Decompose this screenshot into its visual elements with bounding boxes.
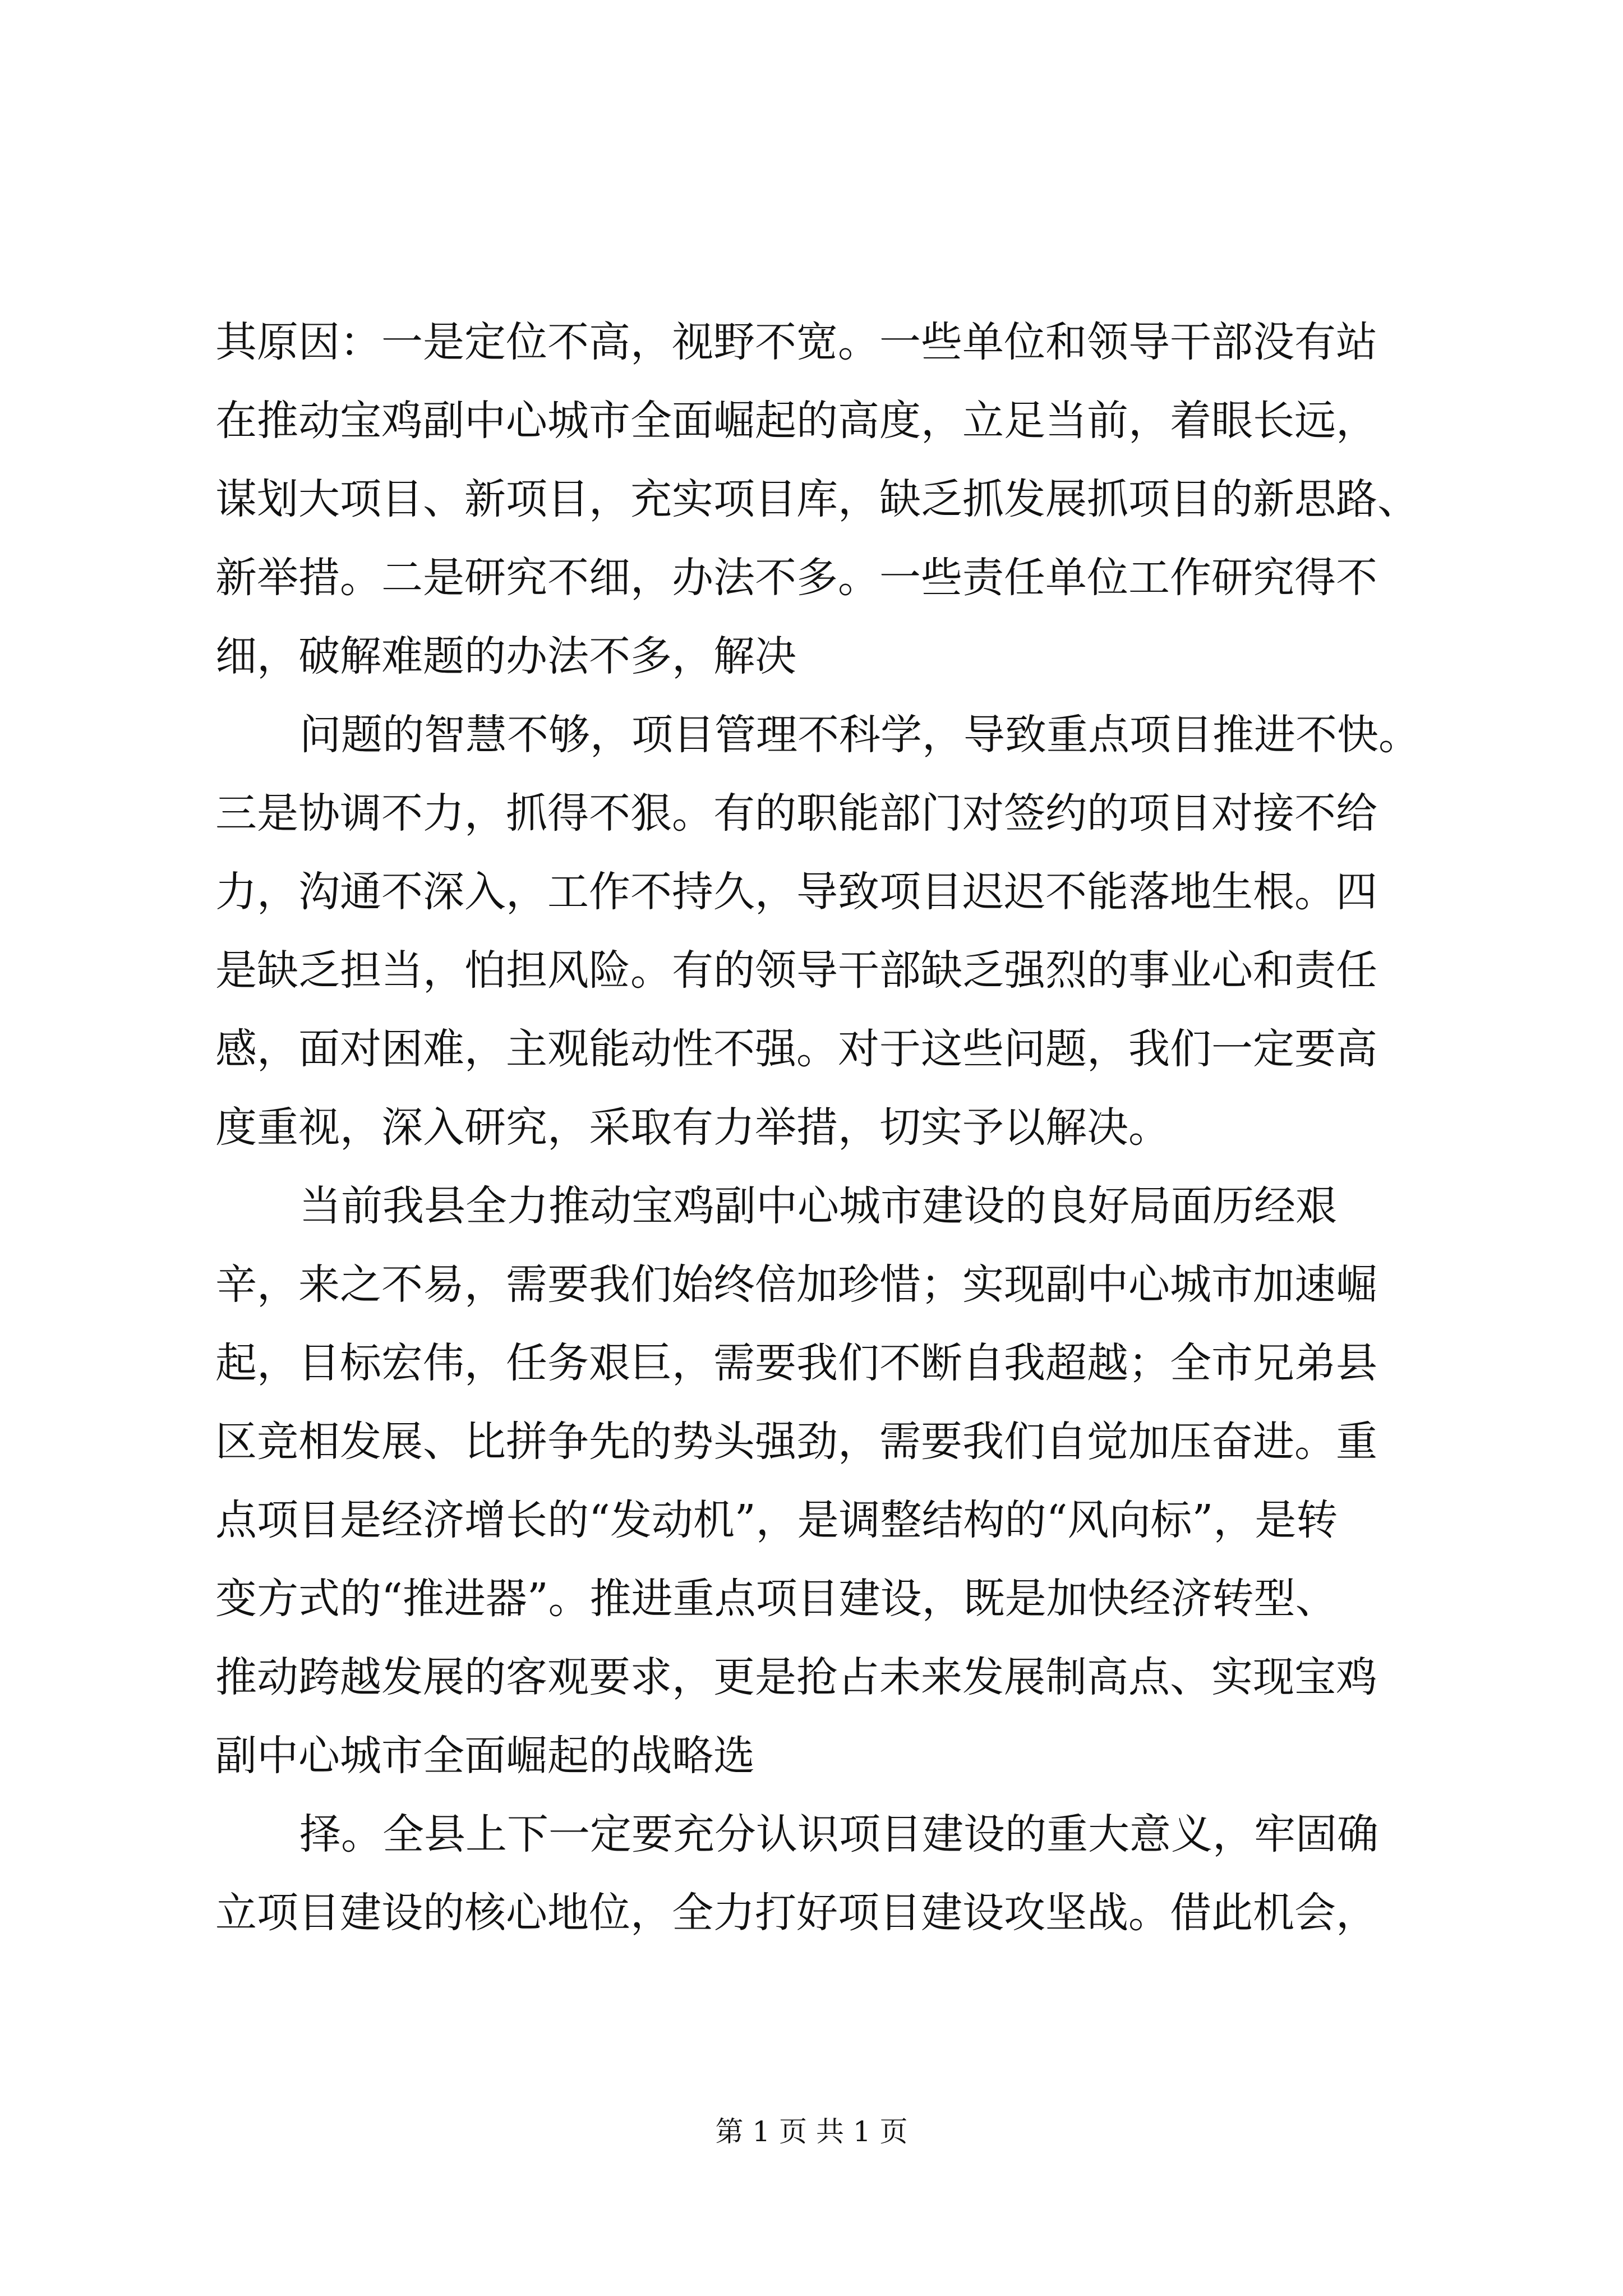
page-footer: 第 1 页 共 1 页 [715, 2115, 908, 2148]
text-line: 推动跨越发展的客观要求，更是抢占未来发展制高点、实现宝鸡 [215, 1653, 1377, 1701]
text-line: 区竞相发展、比拼争先的势头强劲，需要我们自觉加压奋进。重 [215, 1418, 1377, 1466]
text-line: 在推动宝鸡副中心城市全面崛起的高度，立足当前，着眼长远， [215, 397, 1377, 445]
text-line: 问题的智慧不够，项目管理不科学，导致重点项目推进不快。 [299, 711, 1420, 759]
text-line: 度重视，深入研究，采取有力举措，切实予以解决。 [215, 1103, 1170, 1152]
text-line: 其原因：一是定位不高，视野不宽。一些单位和领导干部没有站 [215, 318, 1377, 366]
text-line: 谋划大项目、新项目，充实项目库，缺乏抓发展抓项目的新思路、 [215, 475, 1419, 523]
text-line: 副中心城市全面崛起的战略选 [215, 1732, 755, 1780]
text-line: 新举措。二是研究不细，办法不多。一些责任单位工作研究得不 [215, 554, 1377, 602]
text-line: 立项目建设的核心地位，全力打好项目建设攻坚战。借此机会， [215, 1889, 1377, 1937]
text-line: 是缺乏担当，怕担风险。有的领导干部缺乏强烈的事业心和责任 [215, 946, 1377, 995]
body-text [215, 303, 1421, 1952]
text-line: 起，目标宏伟，任务艰巨，需要我们不断自我超越；全市兄弟县 [215, 1339, 1377, 1387]
text-line: 三是协调不力，抓得不狠。有的职能部门对签约的项目对接不给 [215, 789, 1377, 838]
text-line: 细，破解难题的办法不多，解决 [215, 632, 796, 680]
text-line: 辛，来之不易，需要我们始终倍加珍惜；实现副中心城市加速崛 [215, 1260, 1377, 1309]
text-line: 变方式的“推进器”。推进重点项目建设，既是加快经济转型、 [215, 1575, 1337, 1623]
text-line: 点项目是经济增长的“发动机”，是调整结构的“风向标”，是转 [215, 1496, 1338, 1544]
text-line: 感，面对困难，主观能动性不强。对于这些问题，我们一定要高 [215, 1025, 1377, 1073]
text-line: 择。全县上下一定要充分认识项目建设的重大意义，牢固确 [299, 1810, 1378, 1858]
text-line: 力，沟通不深入，工作不持久，导致项目迟迟不能落地生根。四 [215, 868, 1377, 916]
text-line: 当前我县全力推动宝鸡副中心城市建设的良好局面历经艰 [299, 1182, 1337, 1230]
